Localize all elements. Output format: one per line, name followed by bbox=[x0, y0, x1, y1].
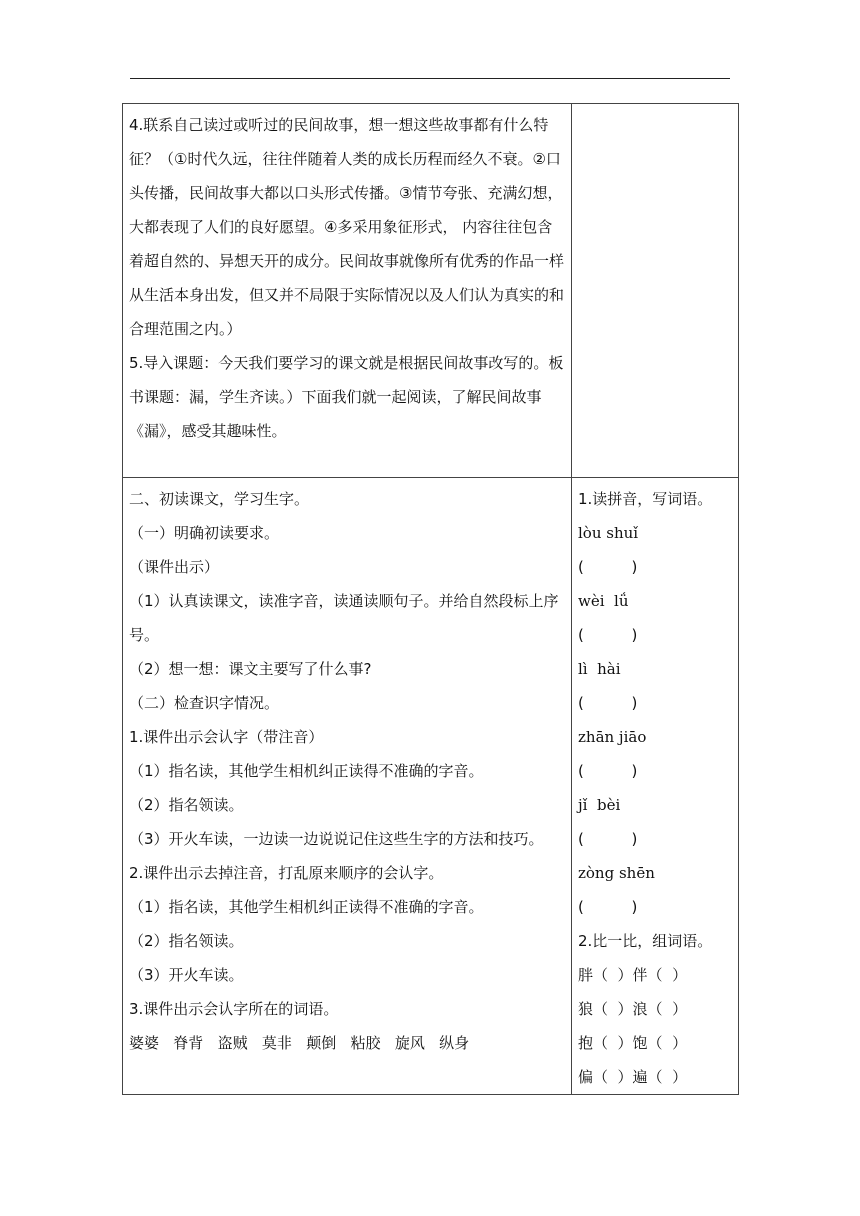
text-line: （课件出示） bbox=[129, 558, 220, 576]
text-line: （1）指名读，其他学生相机纠正读得不准确的字音。 bbox=[129, 762, 484, 780]
header-rule bbox=[130, 78, 730, 79]
answer-blank: ( ) bbox=[578, 626, 638, 644]
teaching-process-cell bbox=[123, 104, 572, 478]
text-line: （1）认真读课文，读准字音，读通读顺句子。并给自然段标上序号。 bbox=[129, 592, 559, 644]
pinyin: zhān jiāo bbox=[578, 728, 647, 746]
section-heading: 二、初读课文，学习生字。 bbox=[129, 490, 310, 508]
answer-blank: ( ) bbox=[578, 898, 638, 916]
pinyin: lì hài bbox=[578, 660, 621, 678]
lesson-plan-table bbox=[122, 103, 739, 1095]
text-line: 2.课件出示去掉注音，打乱原来顺序的会认字。 bbox=[129, 864, 444, 882]
table-row bbox=[123, 104, 739, 478]
vocabulary-line: 婆婆 脊背 盗贼 莫非 颠倒 粘胶 旋风 纵身 bbox=[129, 1034, 470, 1052]
table-row bbox=[123, 478, 739, 1095]
text-line: （1）指名读，其他学生相机纠正读得不准确的字音。 bbox=[129, 898, 484, 916]
exercise-cell bbox=[572, 478, 739, 1095]
exercise-1-title: 1.读拼音，写词语。 bbox=[578, 490, 713, 508]
text-line: （2）指名领读。 bbox=[129, 796, 244, 814]
character-pair: 偏（ ）遍（ ） bbox=[578, 1068, 688, 1086]
pinyin: wèi lǘ bbox=[578, 592, 629, 610]
text-line: （2）想一想：课文主要写了什么事? bbox=[129, 660, 372, 678]
character-pair: 狼（ ）浪（ ） bbox=[578, 1000, 688, 1018]
answer-blank: ( ) bbox=[578, 830, 638, 848]
text-line: （2）指名领读。 bbox=[129, 932, 244, 950]
pinyin: lòu shuǐ bbox=[578, 524, 639, 542]
character-pair: 胖（ ）伴（ ） bbox=[578, 966, 688, 984]
text-line: 1.课件出示会认字（带注音） bbox=[129, 728, 324, 746]
pinyin: zòng shēn bbox=[578, 864, 655, 882]
exercise-cell bbox=[572, 104, 739, 478]
subheading: （二）检查识字情况。 bbox=[129, 694, 280, 712]
subheading: （一）明确初读要求。 bbox=[129, 524, 280, 542]
pinyin: jǐ bèi bbox=[578, 796, 621, 814]
character-pair: 抱（ ）饱（ ） bbox=[578, 1034, 688, 1052]
paragraph-step-5: 5.导入课题：今天我们要学习的课文就是根据民间故事改写的。板书课题：漏，学生齐读。）下面我们就一起阅读，了解民间故事《漏》，感受其趣味性。 bbox=[129, 354, 564, 440]
answer-blank: ( ) bbox=[578, 762, 638, 780]
answer-blank: ( ) bbox=[578, 558, 638, 576]
exercise-2-title: 2.比一比，组词语。 bbox=[578, 932, 713, 950]
text-line: 3.课件出示会认字所在的词语。 bbox=[129, 1000, 339, 1018]
answer-blank: ( ) bbox=[578, 694, 638, 712]
paragraph-step-4: 4.联系自己读过或听过的民间故事，想一想这些故事都有什么特征？（①时代久远，往往伴随着人类的成长历程而经久不衰。②口头传播，民间故事大都以口头形式传播。③情节夸张、充满幻想，大都表现了人们的良好愿望。④多采用象征形式， 内容往往包含着超自然的、异想天开的成分。民间故事就像所有优秀的作品一样从生活本身出发，但又并不局限于实际情况以及人们认为真实的和合理范围之内。） bbox=[129, 116, 565, 338]
text-line: （3）开火车读。 bbox=[129, 966, 244, 984]
text-line: （3）开火车读，一边读一边说说记住这些生字的方法和技巧。 bbox=[129, 830, 544, 848]
teaching-process-cell bbox=[123, 478, 572, 1095]
